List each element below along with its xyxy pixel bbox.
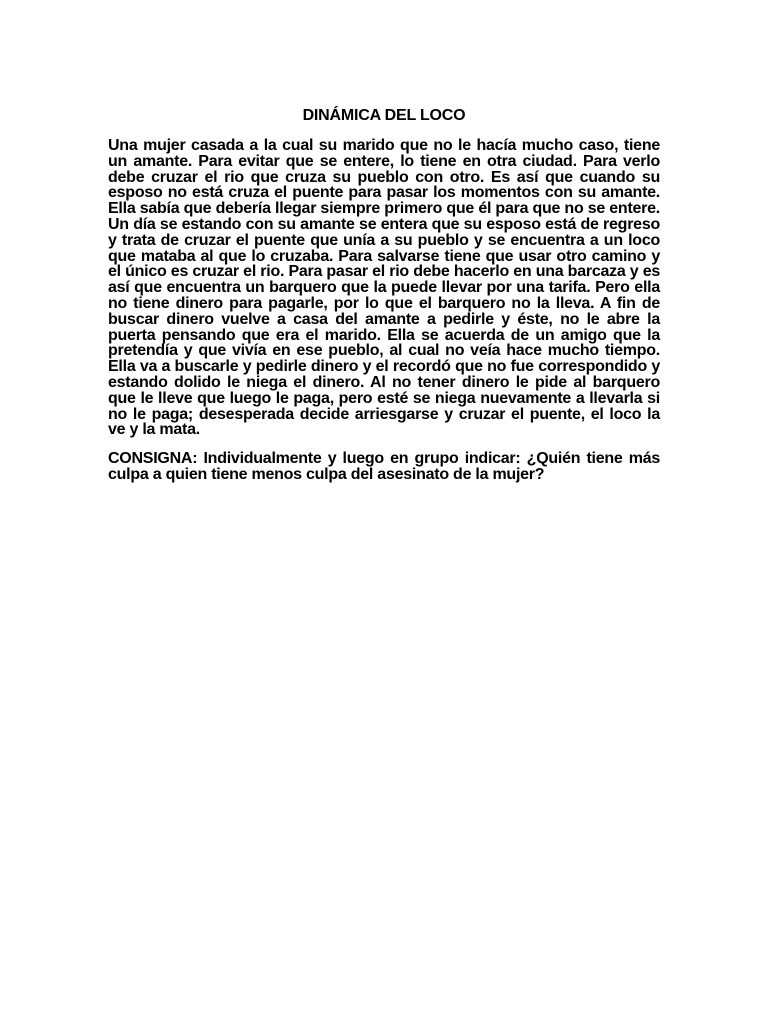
document-page bbox=[108, 0, 660, 483]
document-title: DINÁMICA DEL LOCO bbox=[302, 107, 466, 124]
consigna-paragraph: CONSIGNA: Individualmente y luego en grupo indicar: ¿Quién tiene más culpa a quien tiene menos culpa del asesinato de la mujer? bbox=[108, 450, 660, 483]
story-paragraph: Una mujer casada a la cual su marido que no le hacía mucho caso, tiene un amante. Para evitar que se entere, lo tiene en otra ciudad. Para verlo debe cruzar el rio que cruza su pueblo con otro. Es así que cuando su esposo no está cruza el puente para pasar los momentos con su amante. Ella sabía que debería llegar siempre primero que él para que no se entere. Un día se estando con su amante se entera que su esposo está de regreso y trata de cruzar el puente que unía a su pueblo y se encuentra a un loco que mataba al que lo cruzaba. Para salvarse tiene que usar otro camino y el único es cruzar el rio. Para pasar el rio debe hacerlo en una barcaza y es así que encuentra un barquero que la puede llevar por una tarifa. Pero ella no tiene dinero para pagarle, por lo que el barquero no la lleva. A fin de buscar dinero vuelve a casa del amante a pedirle y éste, no le abre la puerta pensando que era el marido. Ella se acuerda de un amigo que la pretendía y que vivía en ese pueblo, al cual no veía hace mucho tiempo. Ella va a buscarle y pedirle dinero y el recordó que no fue correspondido y estando dolido le niega el dinero. Al no tener dinero le pide al barquero que le lleve que luego le paga, pero esté se niega nuevamente a llevarla si no le paga; desesperada decide arriesgarse y cruzar el puente, el loco la ve y la mata. bbox=[108, 137, 660, 439]
